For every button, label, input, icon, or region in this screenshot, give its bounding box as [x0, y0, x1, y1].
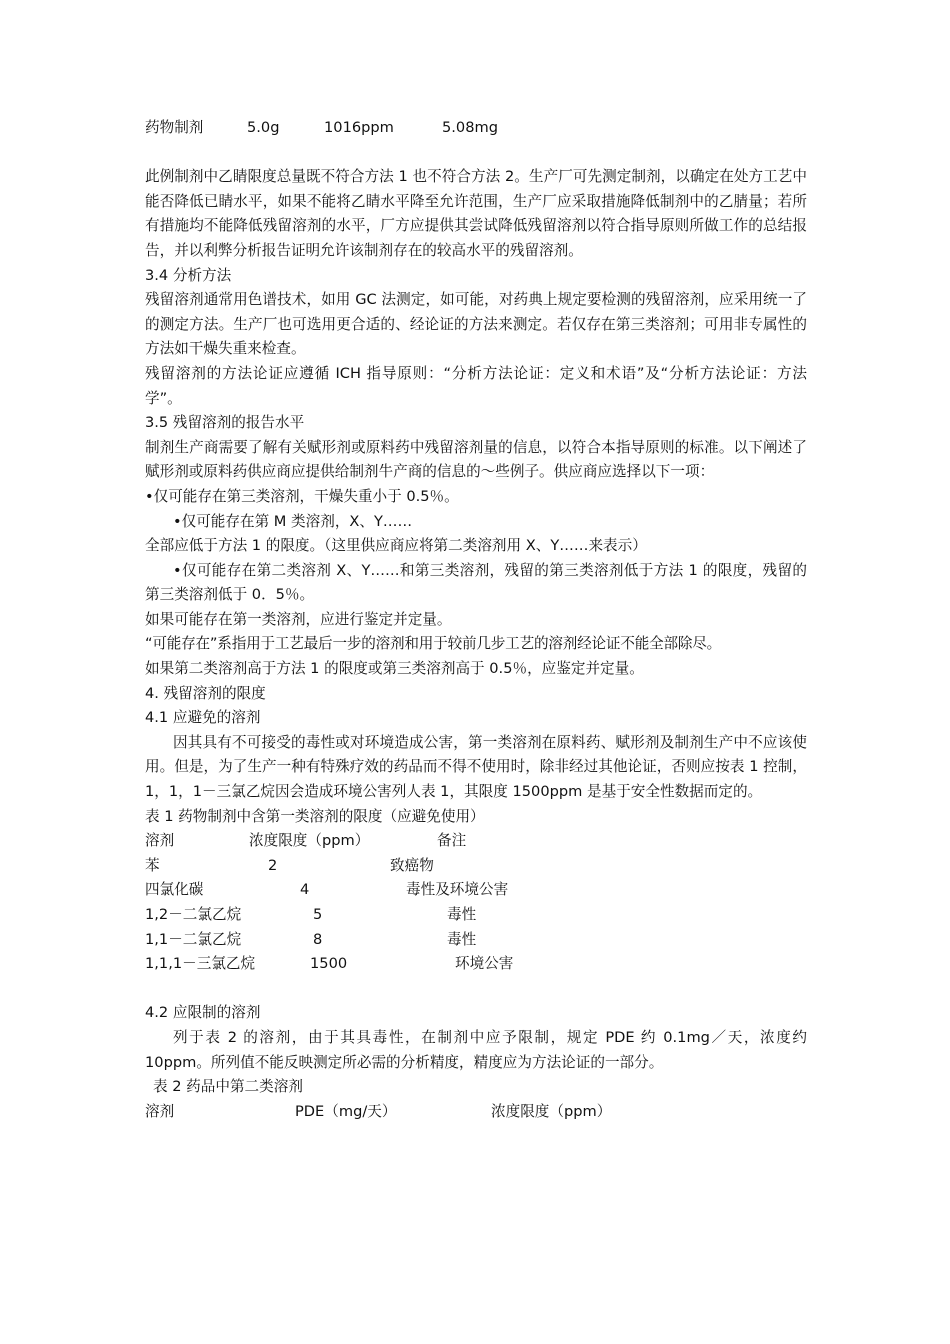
table-cell: 环境公害 — [455, 955, 514, 973]
table-cell: 苯 — [145, 856, 160, 874]
paragraph: 残留溶剂的方法论证应遵循 ICH 指导原则：“分析方法论证：定义和术语”及“分析方法论证：方法学”。 — [145, 364, 807, 407]
section-heading: 4.2 应限制的溶剂 — [145, 1004, 261, 1022]
top-row — [145, 116, 807, 141]
table-header-cell: 溶剂 — [145, 1102, 175, 1120]
table-row — [145, 952, 807, 977]
bullet-item: •仅可能存在第三类溶剂，干燥失重小于 0.5％。 — [145, 487, 459, 505]
table-header-cell: PDE（mg/天） — [295, 1102, 397, 1120]
paragraph: 制剂生产商需要了解有关赋形剂或原料药中残留溶剂量的信息，以符合本指导原则的标准。以下阐述了赋形剂或原料药供应商应提供给制剂牛产商的信息的～些例子。供应商应选择以下一项： — [145, 438, 807, 481]
table-cell: 2 — [268, 856, 278, 874]
table-cell: 5 — [313, 906, 323, 923]
table-row — [145, 878, 807, 903]
table-row — [145, 903, 807, 928]
table-header-cell: 溶剂 — [145, 832, 175, 850]
table-cell: 毒性 — [447, 930, 477, 948]
table-row — [145, 854, 807, 879]
table-cell: 1,1,1－三氯乙烷 — [145, 955, 256, 973]
table-cell: 4 — [300, 881, 310, 899]
paragraph: 因其具有不可接受的毒性或对环境造成公害，第一类溶剂在原料药、赋形剂及制剂生产中不应该使用。但是，为了生产一种有特殊疗效的药品而不得不使用时，除非经过其他论证，否则应按表 1 控制，1，1，1－三氯乙烷因会造成环境公害列人表 1，其限度 1500ppm 是基于安全性数据而定的。 — [145, 733, 807, 801]
table-cell: 致癌物 — [390, 856, 434, 874]
table-caption: 表 2 药品中第二类溶剂 — [153, 1078, 303, 1096]
top-row-cell: 5.08mg — [442, 119, 498, 136]
table-row — [145, 928, 807, 953]
top-row-cell: 1016ppm — [324, 119, 394, 136]
document-page — [145, 116, 807, 1124]
paragraph: 如果可能存在第一类溶剂，应进行鉴定并定量。 — [145, 610, 452, 628]
table-header — [145, 1100, 807, 1125]
table-header-cell: 浓度限度（ppm） — [491, 1102, 612, 1120]
table-cell: 8 — [313, 930, 323, 948]
paragraph: 全部应低于方法 1 的限度。（这里供应商应将第二类溶剂用 X、Y……来表示） — [145, 537, 647, 555]
bullet-item: •仅可能存在第 M 类溶剂，X、Y…… — [173, 512, 413, 530]
table-cell: 1,2－二氯乙烷 — [145, 906, 242, 923]
paragraph: 如果第二类溶剂高于方法 1 的限度或第三类溶剂高于 0.5％，应鉴定并定量。 — [145, 660, 644, 678]
table-header — [145, 829, 807, 854]
section-heading: 3.4 分析方法 — [145, 266, 232, 284]
section-heading: 3.5 残留溶剂的报告水平 — [145, 414, 305, 432]
paragraph: 残留溶剂通常用色谱技术，如用 GC 法测定，如可能，对药典上规定要检测的残留溶剂，应采用统一了的测定方法。生产厂也可选用更合适的、经论证的方法来测定。若仅存在第三类溶剂；可用非专属性的方法如干燥失重来检查。 — [145, 291, 807, 358]
paragraph: 列于表 2 的溶剂，由于其具毒性，在制剂中应予限制，规定 PDE 约 0.1mg／天，浓度约 10ppm。所列值不能反映测定所必需的分析精度，精度应为方法论证的一部分。 — [145, 1028, 807, 1071]
table-cell: 1,1－二氯乙烷 — [145, 930, 242, 948]
table-cell: 毒性 — [447, 906, 477, 923]
paragraph: 此例制剂中乙睛限度总量既不符合方法 1 也不符合方法 2。生产厂可先测定制剂，以确定在处方工艺中能否降低已睛水平，如果不能将乙睛水平降至允许范围，生产厂应采取措施降低制剂中的乙腈量；若所有措施均不能降低残留溶剂的水平，厂方应提供其尝试降低残留溶剂以符合指导原则所做工作的总结报告，并以利弊分析报告证明允许该制剂存在的较高水平的残留溶剂。 — [145, 168, 807, 259]
table-caption: 表 1 药物制剂中含第一类溶剂的限度（应避免使用） — [145, 807, 485, 825]
section-heading: 4.1 应避免的溶剂 — [145, 709, 261, 727]
paragraph: “可能存在”系指用于工艺最后一步的溶剂和用于较前几步工艺的溶剂经论证不能全部除尽。 — [145, 635, 722, 653]
section-heading: 4. 残留溶剂的限度 — [145, 684, 266, 702]
table-cell: 1500 — [310, 955, 348, 973]
top-row-cell: 5.0g — [247, 119, 280, 136]
table-cell: 四氯化碳 — [145, 881, 204, 899]
table-header-cell: 备注 — [437, 832, 467, 850]
top-row-cell: 药物制剂 — [145, 119, 204, 136]
bullet-item: •仅可能存在第二类溶剂 X、Y……和第三类溶剂，残留的第三类溶剂低于方法 1 的限度，残留的第三类溶剂低于 0．5％。 — [145, 561, 807, 604]
blank-line — [145, 141, 807, 166]
table-header-cell: 浓度限度（ppm） — [249, 832, 370, 850]
blank-line — [145, 977, 807, 1002]
table-cell: 毒性及环境公害 — [406, 881, 509, 899]
